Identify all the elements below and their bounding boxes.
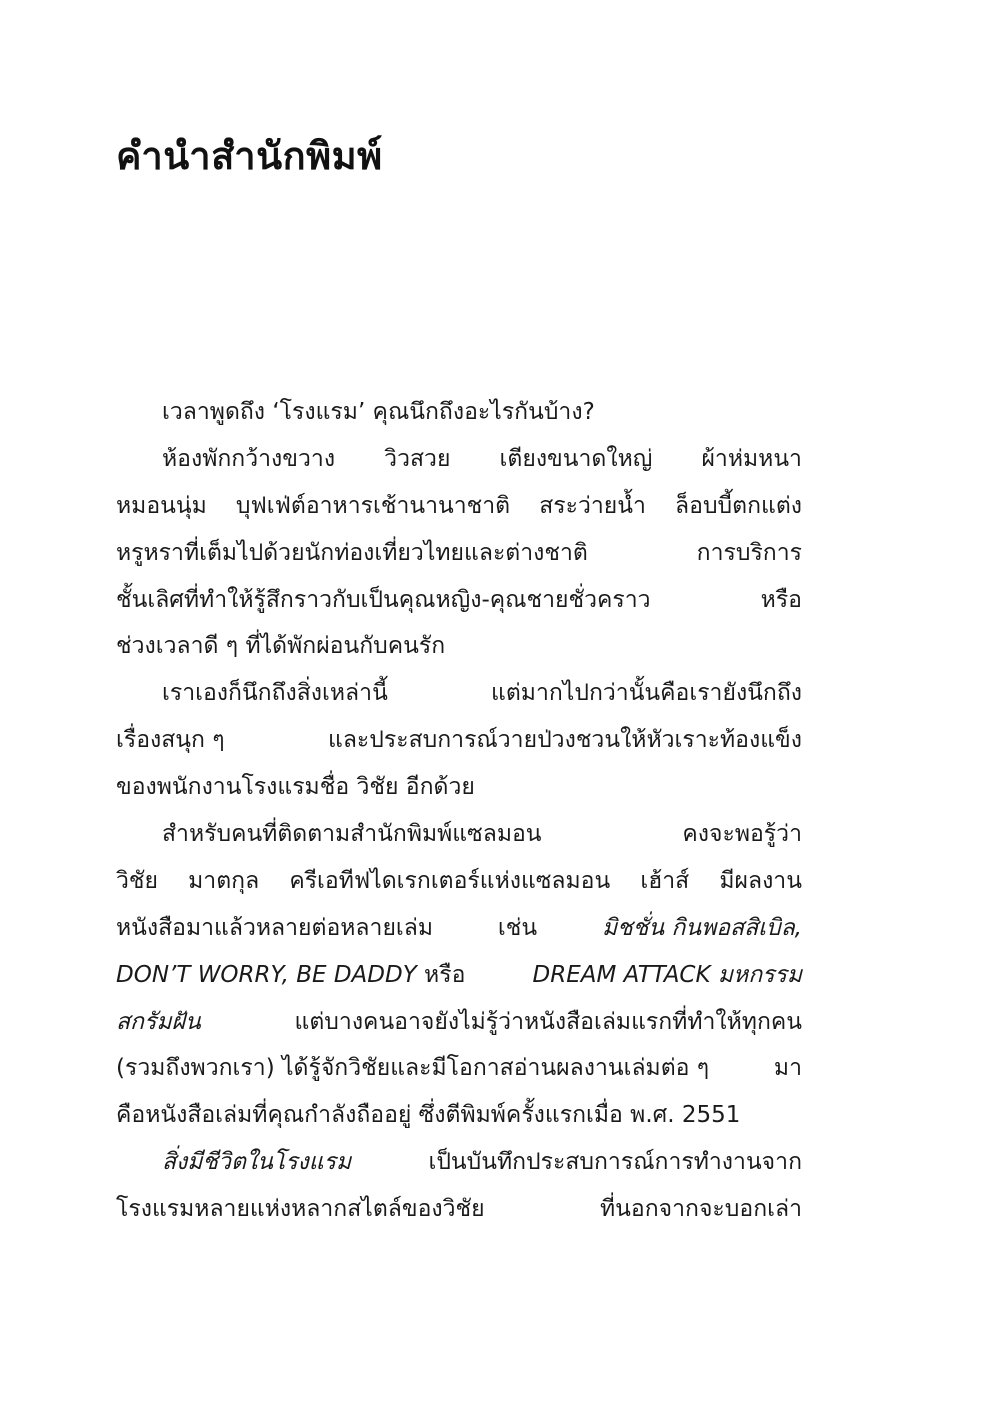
text-segment: ผ้าห่มหนา [701,445,802,472]
text-line [116,530,802,577]
text-line [116,952,802,999]
text-line [116,577,802,624]
text-segment: สกรัมฝัน [116,1008,201,1035]
text-segment: เราเองก็นึกถึงสิ่งเหล่านี้ [162,680,388,707]
text-segment: การบริการ [696,539,802,566]
text-segment: บุฟเฟ่ต์อาหารเช้านานาชาติ [235,492,511,519]
text-segment: เตียงขนาดใหญ่ [499,445,653,472]
text-line [116,905,802,952]
text-segment: คงจะพอรู้ว่า [682,821,802,848]
text-line [116,1092,802,1139]
text-segment: เรื่องสนุก ๆ [116,727,225,754]
text-line [116,764,802,811]
text-line [116,1045,802,1092]
text-segment: หมอนนุ่ม [116,492,207,519]
text-segment: หรือ [760,586,802,613]
text-segment: มิชชั่น กินพอสสิเบิล, [602,914,802,941]
text-segment: มาตกุล [188,867,260,894]
text-line [116,436,802,483]
text-line [116,811,802,858]
text-segment: DREAM ATTACK มหกรรม [532,961,802,988]
text-segment: คือหนังสือเล่มที่คุณกำลังถืออยู่ ซึ่งตีพิมพ์ครั้งแรกเมื่อ พ.ศ. 2551 [116,1102,741,1129]
text-segment: โรงแรมหลายแห่งหลากสไตล์ของวิชัย [116,1196,485,1223]
text-segment: ห้องพักกว้างขวาง [162,445,336,472]
text-line [116,670,802,717]
page-title: คำนำสำนักพิมพ์ [116,134,383,178]
text-line [116,858,802,905]
text-segment: ช่วงเวลาดี ๆ ที่ได้พักผ่อนกับคนรัก [116,633,446,660]
text-line [116,999,802,1046]
text-segment: สิ่งมีชีวิตในโรงแรม [162,1149,352,1176]
text-segment: ล็อบบี้ตกแต่ง [675,492,802,519]
text-line [116,623,802,670]
text-line [116,1186,802,1233]
text-segment: (รวมถึงพวกเรา) ได้รู้จักวิชัยและมีโอกาสอ่านผลงานเล่มต่อ ๆ [116,1055,710,1082]
text-segment: เวลาพูดถึง ‘โรงแรม’ คุณนึกถึงอะไรกันบ้าง? [162,399,595,425]
text-segment: วิชัย [116,867,159,894]
text-segment: เฮ้าส์ [640,867,690,894]
text-segment: สระว่ายน้ำ [539,492,646,519]
text-segment: ครีเอทีฟไดเรกเตอร์แห่งแซลมอน [289,867,611,894]
text-line [116,1139,802,1186]
preface-body [116,389,802,1233]
text-segment: สำหรับคนที่ติดตามสำนักพิมพ์แซลมอน [162,821,542,848]
text-line [116,717,802,764]
text-segment: DON’T WORRY, BE DADDY หรือ [116,961,466,988]
text-segment: เช่น [497,914,538,941]
text-segment: หรูหราที่เต็มไปด้วยนักท่องเที่ยวไทยและต่างชาติ [116,539,588,566]
text-segment: ชั้นเลิศที่ทำให้รู้สึกราวกับเป็นคุณหญิง-คุณชายชั่วคราว [116,586,651,613]
text-segment: วิวสวย [384,445,451,472]
text-segment: และประสบการณ์วายป่วงชวนให้หัวเราะท้องแข็ง [328,727,802,754]
text-segment: หนังสือมาแล้วหลายต่อหลายเล่ม [116,914,434,941]
text-segment: มีผลงาน [719,867,802,894]
text-segment: แต่บางคนอาจยังไม่รู้ว่าหนังสือเล่มแรกที่ทำให้ทุกคน [294,1008,802,1035]
text-segment: ของพนักงานโรงแรมชื่อ วิชัย อีกด้วย [116,774,475,801]
text-segment: มา [773,1055,802,1082]
text-line [116,483,802,530]
text-segment: เป็นบันทึกประสบการณ์การทำงานจาก [428,1149,802,1176]
text-line [116,389,802,436]
text-segment: แต่มากไปกว่านั้นคือเรายังนึกถึง [491,680,802,707]
text-segment: ที่นอกจากจะบอกเล่า [600,1196,802,1223]
